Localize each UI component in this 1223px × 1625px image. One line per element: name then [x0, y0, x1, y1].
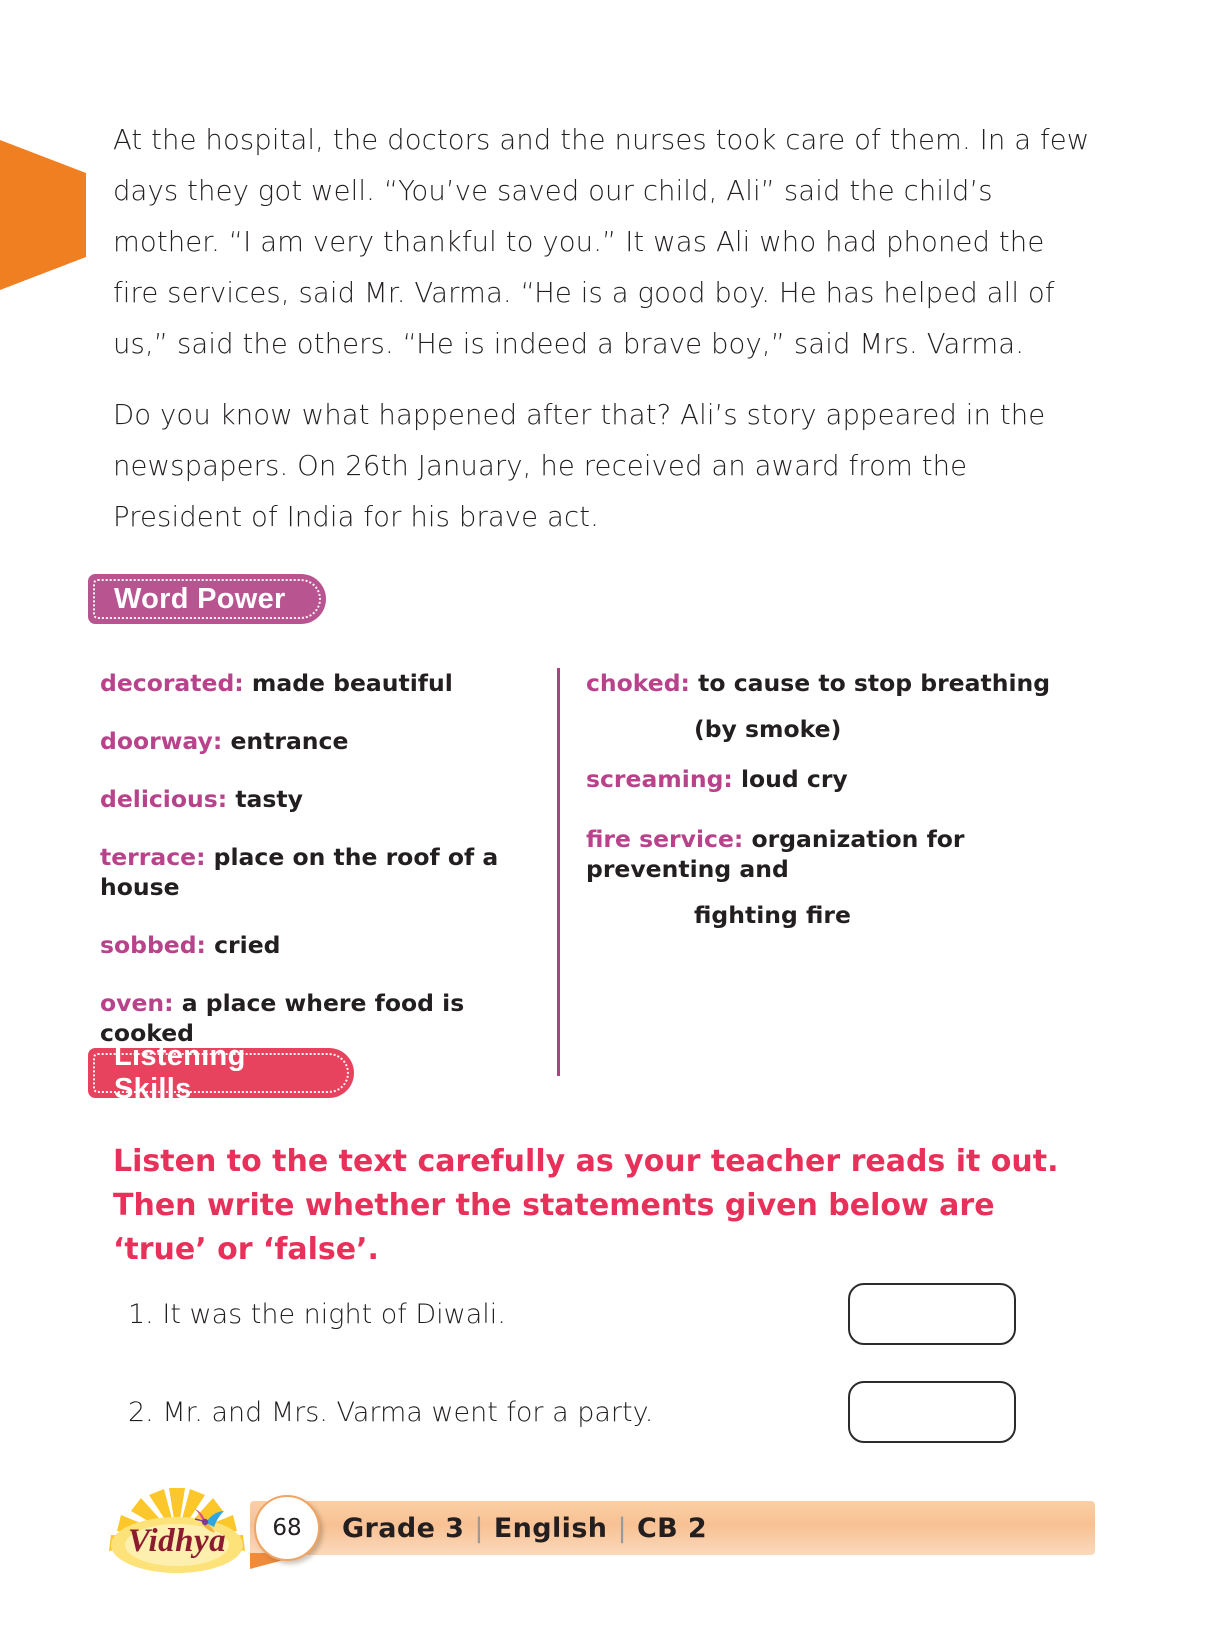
- glossary-definition: entrance: [230, 727, 349, 755]
- glossary-entry: [100, 988, 550, 1048]
- glossary-term: terrace:: [100, 843, 206, 871]
- glossary-column-right: [557, 668, 1097, 1076]
- glossary-column-left: [100, 668, 550, 1076]
- footer-subject: English: [493, 1513, 608, 1544]
- glossary-entry: [586, 668, 1097, 744]
- word-power-section-badge: [88, 574, 326, 624]
- glossary-definition: tasty: [235, 785, 303, 813]
- glossary-definition-continuation: fighting fire: [694, 901, 851, 929]
- glossary-definition: made beautiful: [251, 669, 453, 697]
- question-text: [128, 1299, 848, 1330]
- footer-separator-2: |: [617, 1513, 627, 1544]
- glossary-term: fire service:: [586, 825, 744, 853]
- glossary-entry: [100, 668, 550, 698]
- orange-edge-decoration: [0, 140, 86, 290]
- question-row: [128, 1265, 1078, 1363]
- footer-book: CB 2: [636, 1513, 708, 1544]
- glossary-entry: [100, 726, 550, 756]
- question-number: 1.: [128, 1298, 154, 1330]
- story-paragraph-1: At the hospital, the doctors and the nurses took care of them. In a few days they got well. “You’ve saved our child, Ali” said the child’s mother. “I am very thankful to you.” It was Ali who had phoned the fire services, said Mr. Varma. “He is a good boy. He has helped all of us,” said the others. “He is indeed a brave boy,” said Mrs. Varma.: [113, 124, 1090, 360]
- glossary-definition: place on the roof of a house: [100, 843, 499, 901]
- glossary-term: screaming:: [586, 765, 733, 793]
- glossary-entry: [100, 842, 550, 902]
- footer-meta: [342, 1513, 707, 1544]
- glossary-term: oven:: [100, 989, 174, 1017]
- footer-grade: Grade 3: [342, 1513, 465, 1544]
- glossary-definition: to cause to stop breathing: [698, 669, 1051, 697]
- glossary-term: doorway:: [100, 727, 223, 755]
- listening-skills-section-badge: [88, 1040, 354, 1105]
- answer-input-box[interactable]: [848, 1283, 1016, 1345]
- answer-input-box[interactable]: [848, 1381, 1016, 1443]
- word-power-label: Word Power: [114, 582, 286, 615]
- story-paragraph-2: Do you know what happened after that? Ali’s story appeared in the newspapers. On 26th January, he received an award from the President of India for his brave act.: [113, 399, 1046, 533]
- listening-question-list: [128, 1265, 1078, 1461]
- vidhya-logo: [92, 1481, 262, 1581]
- glossary-definition: cried: [214, 931, 281, 959]
- footer-separator-1: |: [474, 1513, 484, 1544]
- question-text: [128, 1397, 848, 1428]
- page-footer: [0, 1473, 1223, 1583]
- glossary-entry: [100, 784, 550, 814]
- logo-wordmark: Vidhya: [127, 1523, 227, 1559]
- glossary-term: choked:: [586, 669, 690, 697]
- listening-instruction: Listen to the text carefully as your teacher reads it out. Then write whether the statements given below are ‘true’ or ‘false’.: [113, 1144, 1059, 1267]
- glossary-term: delicious:: [100, 785, 228, 813]
- glossary-definition: a place where food is cooked: [100, 989, 465, 1047]
- question-statement: Mr. and Mrs. Varma went for a party.: [162, 1396, 654, 1428]
- glossary-definition: loud cry: [740, 765, 848, 793]
- glossary-entry: [586, 764, 1097, 794]
- page-number-badge: 68: [254, 1495, 320, 1561]
- glossary-definition: organization for preventing and: [586, 825, 965, 883]
- word-power-glossary: [100, 668, 1100, 1076]
- glossary-term: sobbed:: [100, 931, 206, 959]
- glossary-definition-continuation: (by smoke): [694, 715, 842, 743]
- glossary-entry: [100, 930, 550, 960]
- question-number: 2.: [128, 1396, 154, 1428]
- glossary-term: decorated:: [100, 669, 244, 697]
- question-row: [128, 1363, 1078, 1461]
- question-statement: It was the night of Diwali.: [162, 1298, 506, 1330]
- listening-skills-label: Listening Skills: [114, 1040, 246, 1105]
- glossary-entry: [586, 824, 1097, 930]
